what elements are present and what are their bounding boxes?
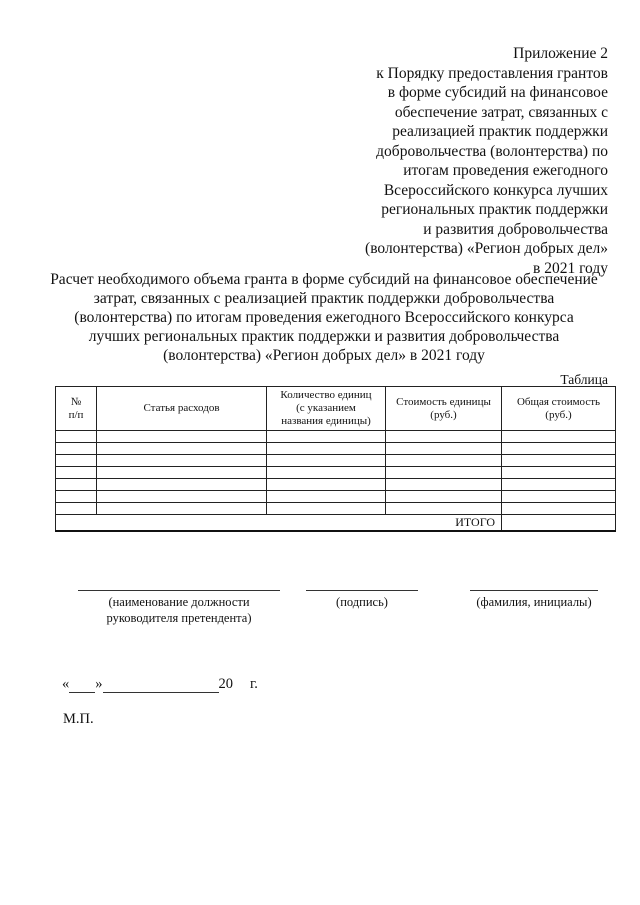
header-text: Количество единиц (280, 389, 372, 401)
title-line: Расчет необходимого объема гранта в форме субсидий на финансовое обеспечение (50, 271, 598, 288)
table-cell[interactable] (267, 467, 386, 479)
table-cell[interactable] (56, 479, 97, 491)
table-cell[interactable] (267, 491, 386, 503)
table-cell[interactable] (56, 455, 97, 467)
signature-block (306, 590, 418, 610)
column-header-total-cost (502, 387, 616, 431)
table-cell[interactable] (97, 431, 267, 443)
table-cell[interactable] (267, 455, 386, 467)
title-line: (волонтерства) «Регион добрых дел» в 2021 году (163, 347, 485, 364)
table-cell[interactable] (386, 491, 502, 503)
table-cell[interactable] (386, 503, 502, 515)
date-close-quote: » (95, 676, 103, 692)
appendix-line: обеспечение затрат, связанных с (394, 103, 608, 121)
table-cell[interactable] (502, 455, 616, 467)
position-signature-block (78, 590, 280, 626)
signature-label: (подпись) (336, 595, 388, 609)
table-cell[interactable] (97, 467, 267, 479)
signature-line[interactable] (306, 590, 418, 591)
header-text: п/п (68, 408, 84, 421)
title-line: (волонтерства) по итогам проведения ежегодного Всероссийского конкурса (74, 309, 574, 326)
table-cell[interactable] (386, 443, 502, 455)
table-cell[interactable] (97, 503, 267, 515)
table-cell[interactable] (56, 467, 97, 479)
appendix-line: в 2021 году (533, 259, 608, 277)
date-line (62, 676, 258, 693)
table-cell[interactable] (502, 431, 616, 443)
table-cell[interactable] (502, 491, 616, 503)
title-line: затрат, связанных с реализацией практик поддержки добровольчества (93, 290, 555, 307)
year-blank[interactable] (233, 679, 250, 693)
column-header-unit-cost (386, 387, 502, 431)
month-blank[interactable] (103, 678, 219, 693)
header-text: № (70, 395, 82, 408)
table-cell[interactable] (386, 431, 502, 443)
appendix-line: региональных практик поддержки (381, 201, 608, 218)
table-cell[interactable] (56, 503, 97, 515)
position-line[interactable] (78, 590, 280, 591)
appendix-line: к Порядку предоставления грантов (376, 64, 608, 82)
cost-table (55, 386, 616, 532)
header-text: (руб.) (430, 408, 457, 421)
table-cell[interactable] (267, 443, 386, 455)
table-header-row (56, 387, 616, 431)
table-cell[interactable] (97, 479, 267, 491)
table-cell[interactable] (97, 455, 267, 467)
table-row (56, 467, 616, 479)
appendix-line: (волонтерства) «Регион добрых дел» (365, 240, 608, 257)
document-title (40, 270, 608, 365)
total-label: ИТОГО (56, 515, 502, 532)
table-row (56, 491, 616, 503)
header-text: названия единицы) (281, 415, 371, 427)
column-header-quantity (267, 387, 386, 431)
header-text: Стоимость единицы (396, 395, 491, 408)
header-text: (с указанием (296, 402, 356, 414)
column-header-item (97, 387, 267, 431)
table-cell[interactable] (502, 503, 616, 515)
table-cell[interactable] (97, 491, 267, 503)
table-cell[interactable] (56, 491, 97, 503)
name-signature-block (470, 590, 598, 610)
total-value-cell[interactable] (502, 515, 616, 532)
table-cell[interactable] (386, 467, 502, 479)
column-header-number (56, 387, 97, 431)
name-label: (фамилия, инициалы) (476, 595, 592, 609)
position-label: руководителя претендента) (106, 611, 252, 625)
table-cell[interactable] (267, 431, 386, 443)
table-cell[interactable] (56, 443, 97, 455)
appendix-line: Всероссийского конкурса лучших (383, 181, 608, 199)
table-cell[interactable] (267, 503, 386, 515)
table-cell[interactable] (386, 455, 502, 467)
table-cell[interactable] (267, 479, 386, 491)
table-cell[interactable] (97, 443, 267, 455)
table-row (56, 431, 616, 443)
table-cell[interactable] (502, 443, 616, 455)
year-suffix: г. (250, 676, 258, 692)
title-line: лучших региональных практик поддержки и развития добровольчества (88, 328, 560, 345)
year-prefix: 20 (218, 676, 233, 692)
name-line[interactable] (470, 590, 598, 591)
appendix-line: итогам проведения ежегодного (403, 162, 608, 179)
date-open-quote: « (62, 676, 70, 692)
table-row (56, 503, 616, 515)
header-text: (руб.) (545, 408, 572, 421)
table-cell[interactable] (56, 431, 97, 443)
table-caption: Таблица (560, 372, 608, 387)
header-text: Общая стоимость (516, 395, 601, 408)
table-row (56, 479, 616, 491)
appendix-line: добровольчества (волонтерства) по (376, 142, 608, 160)
table-cell[interactable] (502, 479, 616, 491)
appendix-line: и развития добровольчества (423, 220, 608, 238)
table-cell[interactable] (502, 467, 616, 479)
table-cell[interactable] (386, 479, 502, 491)
seal-label: М.П. (63, 711, 94, 727)
appendix-line: в форме субсидий на финансовое (387, 84, 608, 101)
appendix-line: Приложение 2 (513, 45, 608, 62)
appendix-header (308, 44, 608, 278)
table-row (56, 455, 616, 467)
position-label: (наименование должности (108, 595, 250, 609)
appendix-line: реализацией практик поддержки (392, 123, 608, 140)
day-blank[interactable] (69, 678, 95, 693)
table-row (56, 443, 616, 455)
header-text: Статья расходов (143, 402, 220, 414)
total-row (56, 515, 616, 532)
